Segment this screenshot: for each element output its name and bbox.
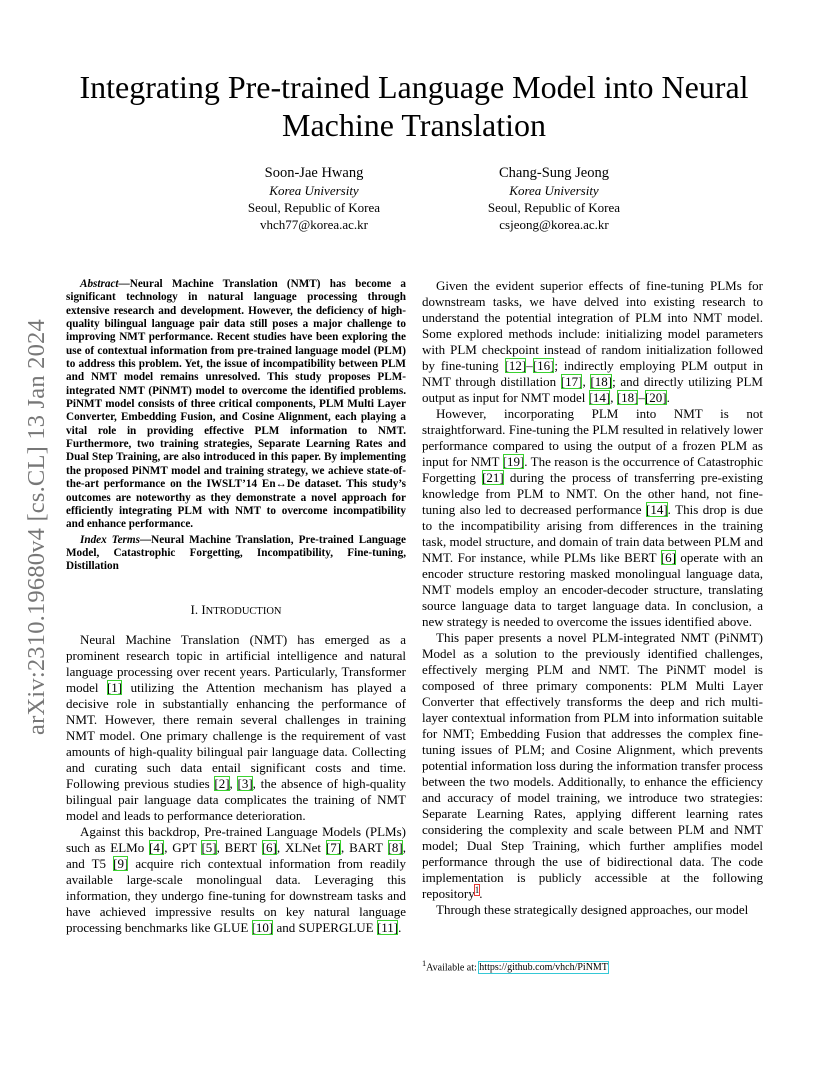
author-location: Seoul, Republic of Korea: [487, 200, 621, 215]
citation-link[interactable]: [20]: [644, 390, 667, 405]
abstract-label: Abstract: [80, 278, 119, 290]
author-block-1: [194, 164, 434, 233]
citation-link[interactable]: [5]: [201, 839, 217, 855]
abstract: [66, 278, 406, 532]
paragraph: Against this backdrop, Pre-trained Language Models (PLMs) such as ELMo [4], GPT [5], BERT [6], XLNet [7], BART [8], and T5 [9] acquire rich contextual information from readily available large-scale monolingual data. Leveraging this information, they undergo fine-tuning for downstream tasks and have achieved impressive results on key natural language processing benchmarks like GLUE [10] and SUPERGLUE [11].: [66, 823, 406, 935]
citation-link[interactable]: [12]: [504, 358, 527, 373]
arxiv-sidebar-stamp: [22, 292, 52, 762]
repository-link[interactable]: https://github.com/vhch/PiNMT: [479, 962, 608, 974]
citation-link[interactable]: [2]: [214, 775, 230, 791]
index-terms-text: —Neural Machine Translation, Pre-trained Language Model, Catastrophic Forgetting, Incompatibility, Fine-tuning, Distillation: [66, 533, 406, 573]
citation-link[interactable]: [18]: [616, 390, 639, 405]
index-terms-label: Index Terms: [80, 533, 140, 546]
citation-link[interactable]: [1]: [106, 679, 123, 695]
author-location: Seoul, Republic of Korea: [247, 200, 381, 215]
footnote-label: Available at:: [426, 962, 480, 974]
author-name: Soon-Jae Hwang: [264, 165, 364, 181]
author-block-2: [434, 164, 674, 233]
citation-link[interactable]: [16]: [532, 358, 555, 373]
citation-link[interactable]: [14]: [645, 502, 668, 517]
citation-link[interactable]: [7]: [325, 839, 342, 855]
author-name: Chang-Sung Jeong: [499, 165, 609, 181]
citation-link[interactable]: [3]: [237, 775, 253, 791]
citation-link[interactable]: [14]: [588, 390, 611, 405]
paragraph: Given the evident superior effects of fine-tuning PLMs for downstream tasks, we have delved into existing research to understand the potential integration of PLM into NMT model. Some explored methods include: initializing model parameters with PLM checkpoint instead of random initialization followed by fine-tuning [12]–[16]; indirectly employing PLM output in NMT through distillation [17], [18]; and directly utilizing PLM output as input for NMT model [14], [18]–[20].: [422, 278, 763, 405]
author-affiliation: Korea University: [269, 183, 359, 198]
paragraph: However, incorporating PLM into NMT is not straightforward. Fine-tuning the PLM resulted in relatively lower performance compared to using the output of a frozen PLM as input for NMT [19]. The reason is the occurrence of Catastrophic Forgetting [21] during the process of transferring pre-existing knowledge from PLM to NMT. On the other hand, not fine-tuning also led to decreased performance [14]. This drop is due to the incompatibility arising from differences in the training task, model structure, and domain of train data between PLM and NMT. For instance, while PLMs like BERT [6] operate with an encoder structure restoring masked monolingual language data, NMT models employ an encoder-decoder structure, translating source language data to target language data. In conclusion, a new strategy is needed to overcome the issues identified above.: [422, 406, 764, 629]
citation-link[interactable]: [4]: [149, 839, 165, 855]
citation-link[interactable]: [18]: [590, 374, 613, 389]
footnote-number: 1: [422, 959, 427, 968]
citation-link[interactable]: [6]: [660, 550, 676, 565]
citation-link[interactable]: [21]: [482, 470, 504, 485]
citation-link[interactable]: [17]: [560, 374, 583, 389]
author-email: vhch77@korea.ac.kr: [260, 217, 368, 232]
citation-link[interactable]: [19]: [502, 454, 525, 469]
author-email: csjeong@korea.ac.kr: [499, 217, 609, 232]
footnote-marker[interactable]: 1: [474, 884, 480, 895]
citation-link[interactable]: [10]: [251, 919, 274, 935]
abstract-text: —Neural Machine Translation (NMT) has become a significant technology in natural language processing through extensive research and development. However, the deficiency of high-quality bilingual language pair data still poses a major challenge to improving NMT performance. Recent studies have been exploring the use of contextual information from pre-trained language model (PLM) to address this problem. Yet, the issue of incompatibility between PLM and NMT model remains unresolved. This study proposes PLM-integrated NMT (PiNMT) model to overcome the identified problems. PiNMT model consists of three critical components, PLM Multi Layer Converter, Embedding Fusion, and Cosine Alignment, each playing a vital role in providing effective PLM information to NMT. Furthermore, two training strategies, Separate Learning Rates and Dual Step Training, are also introduced in this paper. By implementing the proposed PiNMT model and training strategy, we achieve state-of-the-art performance on the IWSLT’14 En↔De dataset. This study’s outcomes are noteworthy as they demonstrate a novel approach for efficiently integrating PLM with NMT to overcome incompatibility and enhance performance.: [66, 278, 406, 531]
paragraph: Through these strategically designed approaches, our model: [436, 902, 749, 917]
citation-link[interactable]: [9]: [113, 855, 129, 871]
citation-link[interactable]: [8]: [387, 839, 403, 855]
citation-link[interactable]: [11]: [376, 919, 399, 935]
index-terms: [66, 534, 406, 574]
arxiv-id: arXiv:2310.19680v4 [cs.CL] 13 Jan 2024: [23, 319, 51, 735]
section-heading: I. INTRODUCTION: [190, 601, 282, 617]
citation-link[interactable]: [6]: [261, 839, 277, 855]
left-column: [66, 278, 406, 936]
right-column: [422, 278, 763, 918]
paragraph: Neural Machine Translation (NMT) has emerged as a prominent research topic in artificial intelligence and natural language processing over recent years. Particularly, Transformer model [1] utilizing the Attention mechanism has played a decisive role in substantially enhancing the performance of NMT. However, there remain several challenges in training NMT model. One primary challenge is the requirement of vast amounts of high-quality bilingual pair language data. Collecting and curating such data entail significant costs and time. Following previous studies [2], [3], the absence of high-quality bilingual pair language data complicates the training of NMT model and leads to performance deterioration.: [66, 631, 407, 823]
footnote: [422, 957, 763, 974]
paragraph: This paper presents a novel PLM-integrated NMT (PiNMT) Model as a solution to the previously identified challenges, effectively merging PLM and NMT. The PiNMT model is composed of three primary components: PLM Multi Layer Converter that effectively transforms the deep and rich multi-layer contextual information from PLM into information suitable for NMT; Embedding Fusion that addresses the complex fine-tuning issues of PLM; and Cosine Alignment, which prevents potential information loss during the information transfer process between the two models. Additionally, to enhance the efficiency and accuracy of model training, we introduce two strategies: Separate Learning Rates, applying different learning rates considering the complexity and scale between PLM and NMT model; Dual Step Training, which further amplifies model performance through the use of bidirectional data. The code implementation is publicly accessible at the following repository$^1$.: [422, 630, 763, 901]
paper-title: Integrating Pre-trained Language Model into Neural Machine Translation: [79, 69, 749, 143]
author-affiliation: Korea University: [509, 183, 599, 198]
